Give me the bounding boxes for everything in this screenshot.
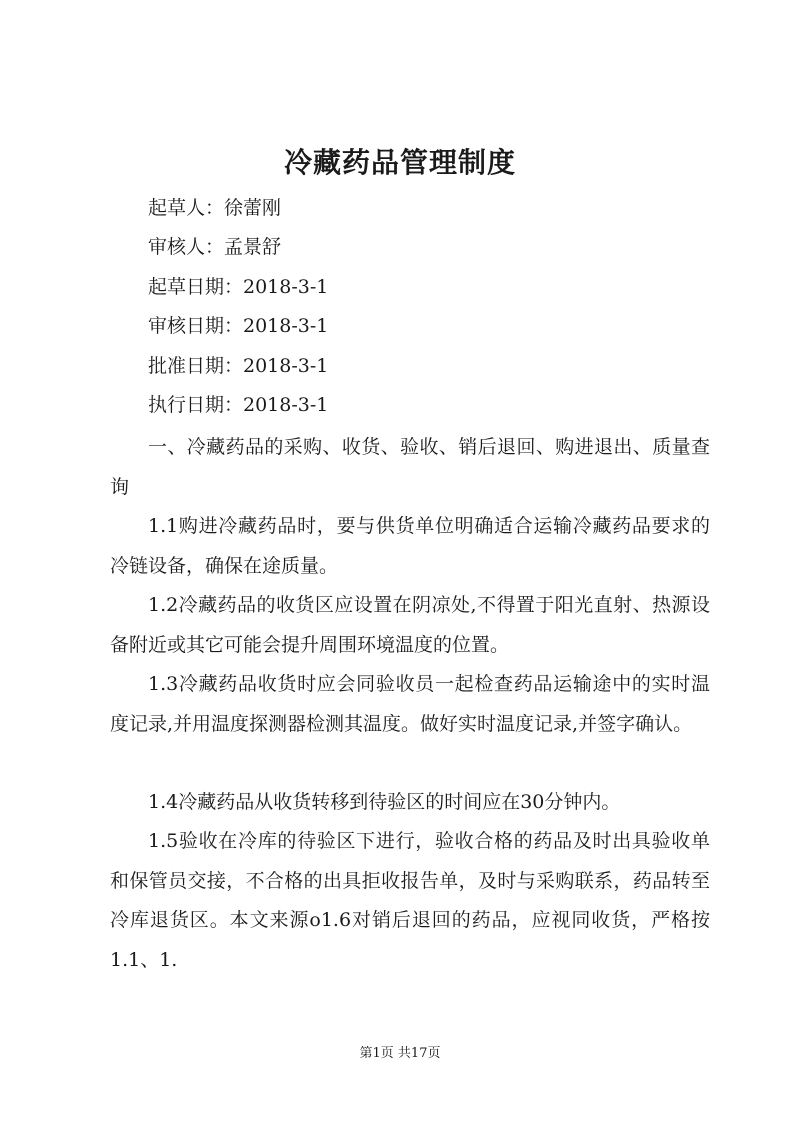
effective-date-line: 执行日期：2018-3-1 <box>148 394 329 416</box>
review-date-line: 审核日期：2018-3-1 <box>148 315 329 337</box>
document-title: 冷藏药品管理制度 <box>283 146 516 179</box>
paragraph-1-1: 1.1购进冷藏药品时，要与供货单位明确适合运输冷藏药品要求的冷链设备，确保在途质量。 <box>110 515 710 577</box>
paragraph-1-3: 1.3冷藏药品收货时应会同验收员一起检查药品运输途中的实时温度记录,并用温度探测器检测其温度。做好实时温度记录,并签字确认。 <box>110 673 710 735</box>
paragraph-1-2: 1.2冷藏药品的收货区应设置在阴凉处,不得置于阳光直射、热源设备附近或其它可能会提升周围环境温度的位置。 <box>110 594 710 656</box>
draft-date-line: 起草日期：2018-3-1 <box>148 276 329 298</box>
page-footer: 第1页 共17页 <box>359 1046 441 1061</box>
approval-date-line: 批准日期：2018-3-1 <box>148 355 329 377</box>
section-heading-1: 一、冷藏药品的采购、收货、验收、销后退回、购进退出、质量查询 <box>110 436 710 498</box>
reviewer-line: 审核人：孟景舒 <box>148 236 282 258</box>
paragraph-1-5: 1.5验收在冷库的待验区下进行，验收合格的药品及时出具验收单和保管员交接，不合格的出具拒收报告单，及时与采购联系，药品转至冷库退货区。本文来源o1.6对销后退回的药品，应视同收货，严格按1.1、1. <box>110 830 710 971</box>
paragraph-1-4: 1.4冷藏药品从收货转移到待验区的时间应在30分钟内。 <box>148 791 621 813</box>
drafter-line: 起草人：徐蕾刚 <box>148 197 282 219</box>
